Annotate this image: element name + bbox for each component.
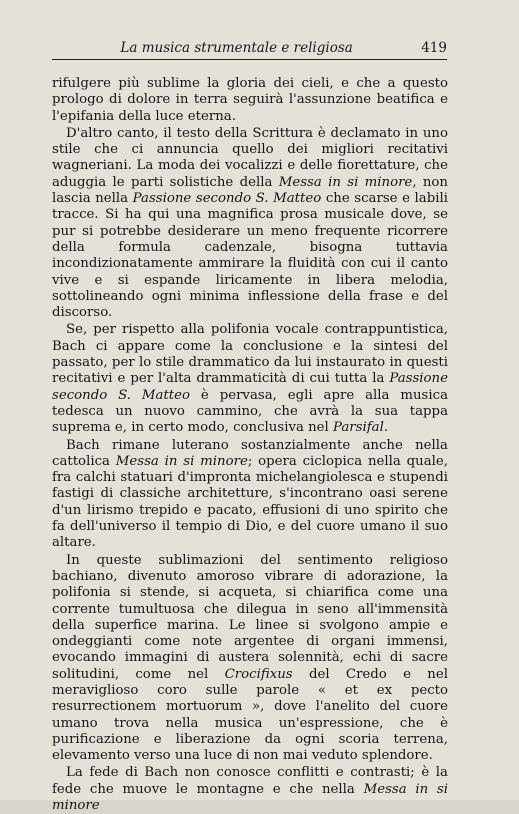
work-title: Passione secondo S. Matteo — [52, 371, 448, 403]
paragraph-1 — [52, 76, 448, 125]
paragraph-4 — [52, 438, 448, 552]
text-segment: Se, per rispetto alla polifonia vocale contrappuntistica, Bach ci appare come la conclusione e la sintesi del passato, per lo stile drammatico da lui instaurato in questi recitativi e per l'alta drammaticità di cui tutta la — [52, 322, 448, 387]
running-header — [52, 40, 447, 60]
text-segment: Bach rimane luterano sostanzialmente anche nella cattolica — [52, 437, 448, 469]
work-title: Passione secondo S. Matteo — [132, 191, 322, 207]
work-title: Parsifal — [333, 420, 384, 436]
paragraph-6 — [52, 765, 448, 814]
text-segment: In queste sublimazioni del sentimento religioso bachiano, divenuto amoroso vibrare di adorazione, la polifonia si stende, si acqueta, si chiarifica come una corrente tumultuosa che dilegua in seno all'immensità della superfice marina. Le linee si svolgono ampie e ondeggianti come note argentee di organi immensi, evocando immagini di austera solennità, echi di sacre solitudini, come nel — [52, 552, 448, 682]
work-title: Messa in si minore — [278, 174, 413, 190]
body-text — [52, 76, 448, 814]
text-segment: La fede di Bach non conosce conflitti e contrasti; è la fede che muove le montagne e che nella — [52, 765, 448, 797]
text-segment: che scarse e labili tracce. Si ha qui una magnifica prosa musicale dove, se pur si potrebbe desiderare un meno frequente ricorrere della formula cadenzale, bisogna tuttavia incondizionatamente ammirare la fluidità con cui il canto vive e si espande liricamente in libera melodia, sottolineando ogni minima inflessione della frase e del discorso. — [52, 191, 449, 321]
text-segment: D'altro canto, il testo della Scrittura è declamato in uno stile che ci annuncia quello dei migliori recitativi wagneriani. La moda dei vocalizzi e delle fiorettature, che aduggia le parti solistiche della — [52, 125, 448, 190]
text-segment: ; opera ciclopica nella quale, fra calchi statuari d'impronta michelangiolesca e stupendi fastigi di classiche architetture, s'incontrano oasi serene d'un lirismo trepido e pacato, effusioni di uno spirito che fa dell'universo il tempio di Dio, e del cuore umano il suo altare. — [52, 453, 448, 551]
text-segment: . — [383, 420, 389, 436]
paragraph-5 — [52, 553, 448, 765]
text-segment: è pervasa, egli apre alla musica tedesca un nuovo cammino, che avrà la sua tappa suprema e, in certo modo, conclusiva nel — [52, 387, 449, 436]
work-title: Crocifixus — [224, 666, 293, 682]
page-number: 419 — [421, 40, 447, 56]
text-segment: , non lascia nella — [52, 174, 448, 207]
paragraph-3 — [52, 322, 448, 436]
paragraph-2 — [52, 126, 448, 322]
work-title: Messa in si minore — [115, 453, 248, 469]
text-segment: rifulgere più sublime la gloria dei cieli, e che a questo prologo di dolore in terra seguirà l'assunzione beatifica e l'epifania della luce eterna. — [52, 76, 448, 124]
running-title: La musica strumentale e religiosa — [120, 40, 353, 56]
work-title: Messa in si minore — [52, 781, 449, 814]
text-segment: del Credo e nel meraviglioso coro sulle parole « et ex pecto resurrectionem mortuorum », dove l'anelito del cuore umano trova nella musica un'espressione, che è purificazione e liberazione da ogni scoria terrena, elevamento verso una luce di non mai veduto splendore. — [52, 666, 448, 764]
